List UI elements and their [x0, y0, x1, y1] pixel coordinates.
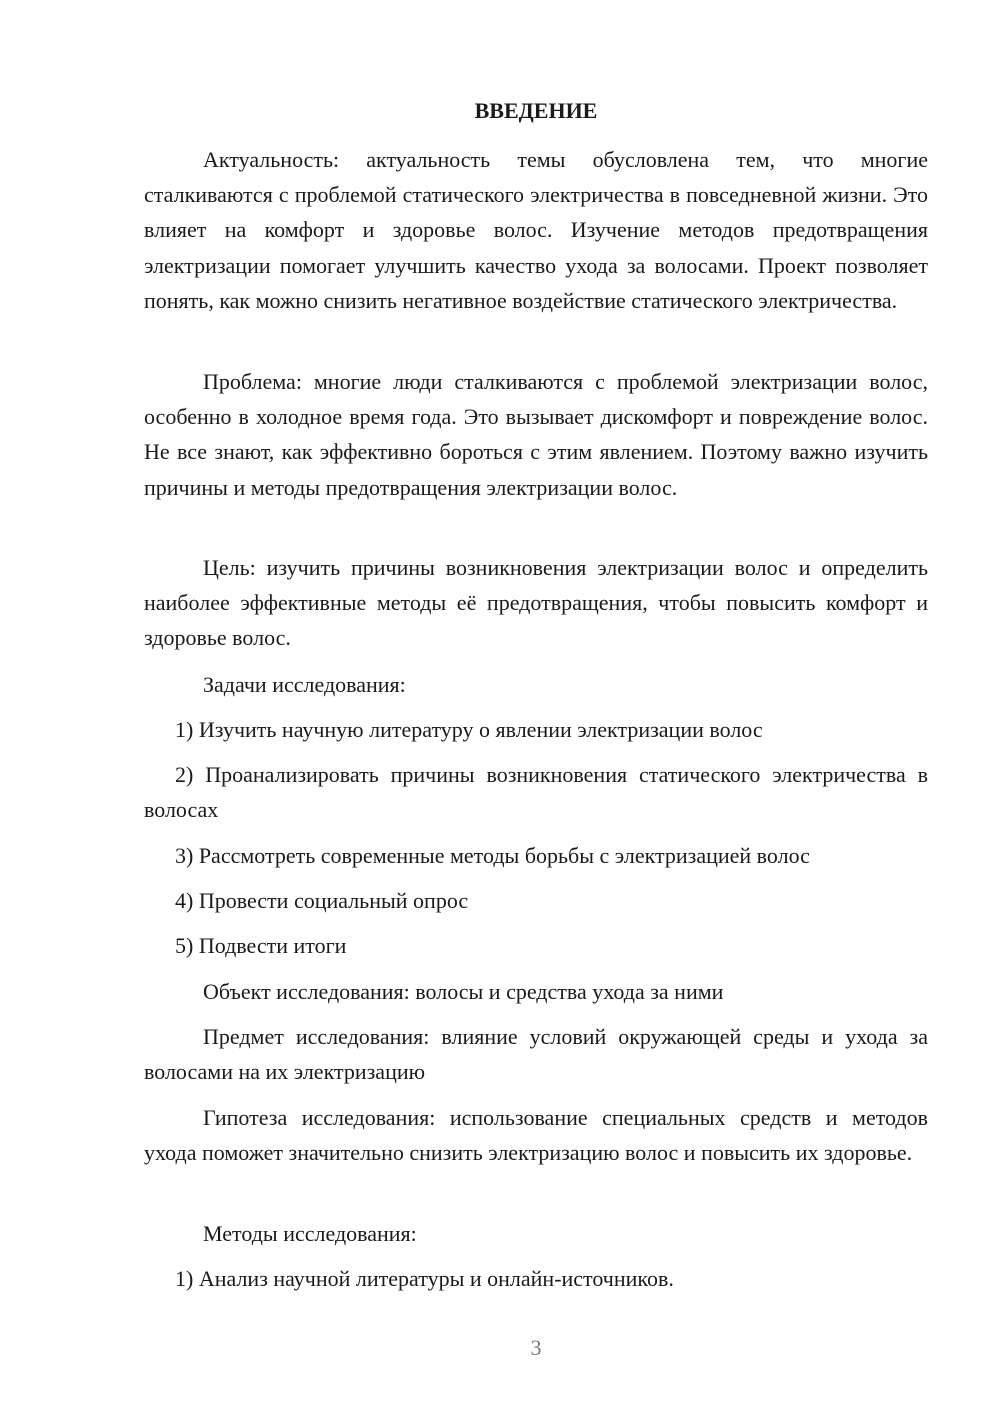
task-item: 2) Проанализировать причины возникновения статического электричества в волосах [144, 762, 928, 823]
task-item: 4) Провести социальный опрос [175, 888, 469, 913]
subject-paragraph: Предмет исследования: влияние условий окружающей среды и ухода за волосами на их электризацию [144, 1024, 928, 1085]
task-item: 3) Рассмотреть современные методы борьбы с электризацией волос [175, 843, 810, 868]
goal-paragraph: Цель: изучить причины возникновения электризации волос и определить наиболее эффективные методы её предотвращения, чтобы повысить комфорт и здоровье волос. [144, 555, 928, 651]
object-paragraph: Объект исследования: волосы и средства ухода за ними [203, 979, 724, 1004]
tasks-heading: Задачи исследования: [203, 672, 406, 697]
page-title: ВВЕДЕНИЕ [474, 98, 598, 123]
page-number: 3 [530, 1335, 542, 1360]
methods-heading: Методы исследования: [203, 1221, 417, 1246]
hypothesis-paragraph: Гипотеза исследования: использование специальных средств и методов ухода поможет значительно снизить электризацию волос и повысить их здоровье. [144, 1105, 928, 1166]
task-item: 1) Изучить научную литературу о явлении электризации волос [175, 717, 763, 742]
problem-paragraph: Проблема: многие люди сталкиваются с проблемой электризации волос, особенно в холодное время года. Это вызывает дискомфорт и повреждение волос. Не все знают, как эффективно бороться с этим явлением. Поэтому важно изучить причины и методы предотвращения электризации волос. [144, 369, 928, 500]
method-item: 1) Анализ научной литературы и онлайн-источников. [175, 1266, 674, 1291]
relevance-paragraph: Актуальность: актуальность темы обусловлена тем, что многие сталкиваются с проблемой статического электричества в повседневной жизни. Это влияет на комфорт и здоровье волос. Изучение методов предотвращения электризации помогает улучшить качество ухода за волосами. Проект позволяет понять, как можно снизить негативное воздействие статического электричества. [144, 147, 928, 313]
task-item: 5) Подвести итоги [175, 933, 347, 958]
